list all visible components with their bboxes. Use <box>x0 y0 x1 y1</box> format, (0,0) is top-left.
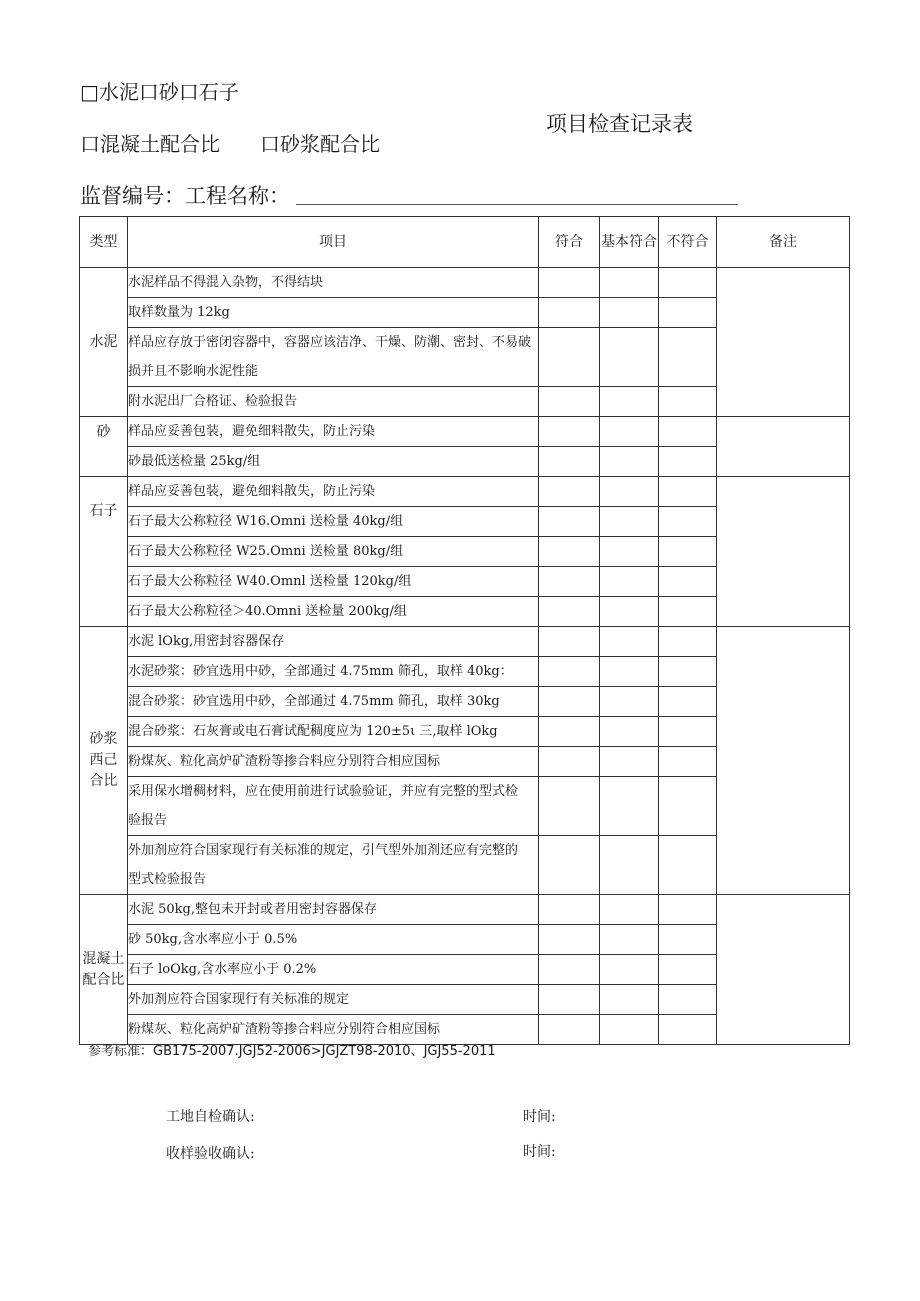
header-item: 项目 <box>128 217 539 268</box>
page-title: 项目检查记录表 <box>546 112 693 136</box>
item-text: 石子最大公称粒径 W40.Omnl 送检量 120kg/组 <box>128 567 539 597</box>
remarks-cell[interactable] <box>717 477 850 627</box>
remarks-cell[interactable] <box>717 268 850 417</box>
material-options-line: □水泥口砂口石子 <box>80 80 239 104</box>
conform-cell[interactable] <box>539 955 600 985</box>
nonconform-cell[interactable] <box>659 567 717 597</box>
item-text: 石子最大公称粒径＞40.Omni 送检量 200kg/组 <box>128 597 539 627</box>
basic-conform-cell[interactable] <box>600 387 659 417</box>
nonconform-cell[interactable] <box>659 717 717 747</box>
reference-standards: 参考标准：GB175-2007.JGJ52-2006>JGJZT98-2010、JGJ55-2011 <box>88 1044 496 1059</box>
item-text: 砂 50kg,含水率应小于 0.5% <box>128 925 539 955</box>
site-self-check-label: 工地自检确认: <box>166 1109 255 1125</box>
basic-conform-cell[interactable] <box>600 328 659 387</box>
nonconform-cell[interactable] <box>659 925 717 955</box>
basic-conform-cell[interactable] <box>600 657 659 687</box>
conform-cell[interactable] <box>539 537 600 567</box>
conform-cell[interactable] <box>539 597 600 627</box>
basic-conform-cell[interactable] <box>600 985 659 1015</box>
table-row <box>80 417 850 447</box>
nonconform-cell[interactable] <box>659 985 717 1015</box>
item-text: 采用保水增稠材料，应在使用前进行试验验证，并应有完整的型式检验报告 <box>128 777 539 836</box>
project-name-field[interactable] <box>296 203 738 205</box>
basic-conform-cell[interactable] <box>600 597 659 627</box>
nonconform-cell[interactable] <box>659 387 717 417</box>
nonconform-cell[interactable] <box>659 747 717 777</box>
nonconform-cell[interactable] <box>659 895 717 925</box>
basic-conform-cell[interactable] <box>600 447 659 477</box>
nonconform-cell[interactable] <box>659 836 717 895</box>
conform-cell[interactable] <box>539 925 600 955</box>
basic-conform-cell[interactable] <box>600 298 659 328</box>
conform-cell[interactable] <box>539 1015 600 1045</box>
item-text: 样品应妥善包装，避免细料散失，防止污染 <box>128 477 539 507</box>
nonconform-cell[interactable] <box>659 955 717 985</box>
item-text: 水泥砂浆：砂宜选用中砂，全部通过 4.75mm 筛孔，取样 40kg： <box>128 657 539 687</box>
conform-cell[interactable] <box>539 657 600 687</box>
basic-conform-cell[interactable] <box>600 417 659 447</box>
header-type: 类型 <box>80 217 128 268</box>
basic-conform-cell[interactable] <box>600 836 659 895</box>
table-row <box>80 895 850 925</box>
basic-conform-cell[interactable] <box>600 925 659 955</box>
category-mortar-mix: 砂浆西己合比 <box>80 627 128 895</box>
conform-cell[interactable] <box>539 567 600 597</box>
conform-cell[interactable] <box>539 895 600 925</box>
nonconform-cell[interactable] <box>659 1015 717 1045</box>
basic-conform-cell[interactable] <box>600 507 659 537</box>
table-row <box>80 627 850 657</box>
basic-conform-cell[interactable] <box>600 777 659 836</box>
supervise-label: 监督编号：工程名称： <box>80 184 290 208</box>
time-label: 时间: <box>523 1109 556 1125</box>
item-text: 外加剂应符合国家现行有关标准的规定，引气型外加剂还应有完整的型式检验报告 <box>128 836 539 895</box>
supervise-project-line <box>80 180 738 210</box>
nonconform-cell[interactable] <box>659 298 717 328</box>
nonconform-cell[interactable] <box>659 657 717 687</box>
item-text: 样品应存放于密闭容器中，容器应该洁净、干燥、防潮、密封、不易破损并且不影响水泥性能 <box>128 328 539 387</box>
header-conform: 符合 <box>539 217 600 268</box>
nonconform-cell[interactable] <box>659 627 717 657</box>
remarks-cell[interactable] <box>717 627 850 895</box>
conform-cell[interactable] <box>539 687 600 717</box>
header-basic-conform: 基本符合 <box>600 217 659 268</box>
category-cement: 水泥 <box>80 268 128 417</box>
table-body <box>80 268 850 1045</box>
remarks-cell[interactable] <box>717 895 850 1045</box>
category-gravel: 石子 <box>80 477 128 627</box>
sample-acceptance-label: 收样验收确认: <box>166 1146 255 1162</box>
nonconform-cell[interactable] <box>659 777 717 836</box>
time-label: 时间: <box>523 1144 556 1160</box>
nonconform-cell[interactable] <box>659 597 717 627</box>
table-row <box>80 268 850 298</box>
nonconform-cell[interactable] <box>659 268 717 298</box>
item-text: 石子最大公称粒径 W16.Omni 送检量 40kg/组 <box>128 507 539 537</box>
conform-cell[interactable] <box>539 717 600 747</box>
basic-conform-cell[interactable] <box>600 627 659 657</box>
nonconform-cell[interactable] <box>659 507 717 537</box>
conform-cell[interactable] <box>539 477 600 507</box>
item-text: 混合砂浆：砂宜选用中砂，全部通过 4.75mm 筛孔，取样 30kg <box>128 687 539 717</box>
item-text: 水泥样品不得混入杂物，不得结块 <box>128 268 539 298</box>
basic-conform-cell[interactable] <box>600 567 659 597</box>
item-text: 粉煤灰、粒化高炉矿渣粉等掺合料应分别符合相应国标 <box>128 747 539 777</box>
category-sand: 砂 <box>80 417 128 477</box>
table-row <box>80 477 850 507</box>
basic-conform-cell[interactable] <box>600 895 659 925</box>
conform-cell[interactable] <box>539 747 600 777</box>
item-text: 粉煤灰、粒化高炉矿渣粉等掺合料应分别符合相应国标 <box>128 1015 539 1045</box>
category-concrete-mix: 混凝土配合比 <box>80 895 128 1045</box>
conform-cell[interactable] <box>539 447 600 477</box>
conform-cell[interactable] <box>539 417 600 447</box>
basic-conform-cell[interactable] <box>600 687 659 717</box>
nonconform-cell[interactable] <box>659 477 717 507</box>
basic-conform-cell[interactable] <box>600 1015 659 1045</box>
conform-cell[interactable] <box>539 268 600 298</box>
nonconform-cell[interactable] <box>659 537 717 567</box>
conform-cell[interactable] <box>539 777 600 836</box>
basic-conform-cell[interactable] <box>600 477 659 507</box>
inspection-table <box>79 216 850 1045</box>
basic-conform-cell[interactable] <box>600 537 659 567</box>
nonconform-cell[interactable] <box>659 687 717 717</box>
nonconform-cell[interactable] <box>659 447 717 477</box>
header-nonconform: 不符合 <box>659 217 717 268</box>
conform-cell[interactable] <box>539 507 600 537</box>
basic-conform-cell[interactable] <box>600 717 659 747</box>
item-text: 水泥 50kg,整包未开封或者用密封容器保存 <box>128 895 539 925</box>
conform-cell[interactable] <box>539 387 600 417</box>
basic-conform-cell[interactable] <box>600 268 659 298</box>
remarks-cell[interactable] <box>717 417 850 477</box>
item-text: 水泥 lOkg,用密封容器保存 <box>128 627 539 657</box>
item-text: 附水泥出厂合格证、检验报告 <box>128 387 539 417</box>
item-text: 取样数量为 12kg <box>128 298 539 328</box>
conform-cell[interactable] <box>539 985 600 1015</box>
nonconform-cell[interactable] <box>659 328 717 387</box>
header-remarks: 备注 <box>717 217 850 268</box>
basic-conform-cell[interactable] <box>600 747 659 777</box>
mix-ratio-options-line: 口混凝土配合比 口砂浆配合比 <box>80 132 380 156</box>
item-text: 混合砂浆：石灰膏或电石膏试配稠度应为 120±5ι 三,取样 lOkg <box>128 717 539 747</box>
item-text: 砂最低送检量 25kg/组 <box>128 447 539 477</box>
item-text: 外加剂应符合国家现行有关标准的规定 <box>128 985 539 1015</box>
item-text: 石子 loOkg,含水率应小于 0.2% <box>128 955 539 985</box>
item-text: 样品应妥善包装，避免细料散失，防止污染 <box>128 417 539 447</box>
conform-cell[interactable] <box>539 298 600 328</box>
conform-cell[interactable] <box>539 328 600 387</box>
conform-cell[interactable] <box>539 836 600 895</box>
item-text: 石子最大公称粒径 W25.Omni 送检量 80kg/组 <box>128 537 539 567</box>
basic-conform-cell[interactable] <box>600 955 659 985</box>
conform-cell[interactable] <box>539 627 600 657</box>
nonconform-cell[interactable] <box>659 417 717 447</box>
